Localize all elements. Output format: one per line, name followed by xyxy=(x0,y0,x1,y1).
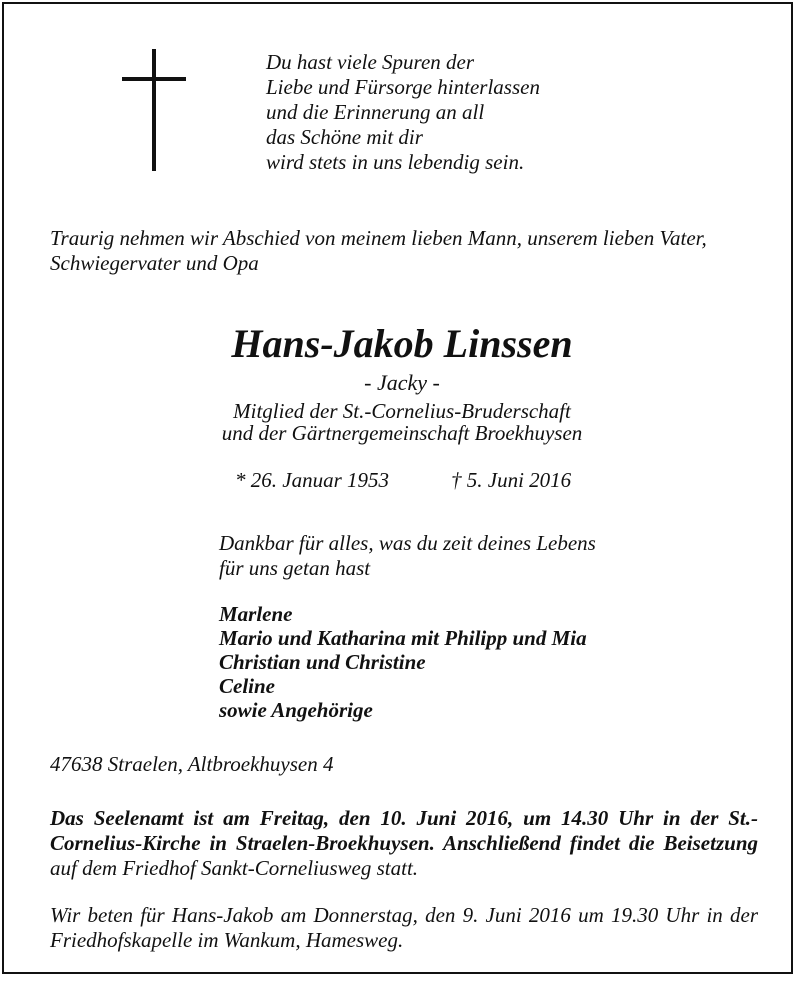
thanks-line: für uns getan hast xyxy=(219,556,371,580)
cross-icon xyxy=(122,49,186,171)
poem-line: Du hast viele Spuren der xyxy=(266,50,475,74)
birth-date: * 26. Januar 1953 xyxy=(235,468,389,492)
family-member: Marlene xyxy=(219,602,293,626)
family-member: Christian und Christine xyxy=(219,650,426,674)
poem xyxy=(266,50,540,175)
prayer-notice: Wir beten für Hans-Jakob am Donnerstag, den 9. Juni 2016 um 19.30 Uhr in der Friedhofskapelle im Wankum, Hamesweg. xyxy=(50,903,758,952)
membership xyxy=(4,400,800,444)
intro-line: Traurig nehmen wir Abschied von meinem lieben Mann, unserem lieben Vater, xyxy=(50,226,707,250)
service-notice-rest: auf dem Friedhof Sankt-Corneliusweg statt. xyxy=(50,856,419,880)
membership-line: Mitglied der St.-Cornelius-Bruderschaft xyxy=(233,399,571,423)
death-date: † 5. Juni 2016 xyxy=(451,468,572,492)
family-member: sowie Angehörige xyxy=(219,698,373,722)
intro-line: Schwiegervater und Opa xyxy=(50,251,259,275)
poem-line: das Schöne mit dir xyxy=(266,125,423,149)
poem-line: Liebe und Fürsorge hinterlassen xyxy=(266,75,540,99)
service-notice-bold: Das Seelenamt ist am Freitag, den 10. Juni 2016, um 14.30 Uhr in der St.-Cornelius-Kirche in Straelen-Broekhuysen. Anschließend findet die Beisetzung xyxy=(50,806,758,855)
family-member: Celine xyxy=(219,674,275,698)
membership-line: und der Gärtnergemeinschaft Broekhuysen xyxy=(221,421,583,445)
intro-text xyxy=(50,226,707,276)
family-list xyxy=(219,602,587,722)
obituary-frame xyxy=(2,2,793,974)
poem-line: und die Erinnerung an all xyxy=(266,100,485,124)
thanks-text xyxy=(219,531,596,581)
thanks-line: Dankbar für alles, was du zeit deines Lebens xyxy=(219,531,596,555)
family-member: Mario und Katharina mit Philipp und Mia xyxy=(219,626,587,650)
deceased-nickname: - Jacky - xyxy=(364,370,440,395)
address: 47638 Straelen, Altbroekhuysen 4 xyxy=(50,752,334,776)
service-notice xyxy=(50,806,758,881)
deceased-name: Hans-Jakob Linssen xyxy=(231,321,573,366)
poem-line: wird stets in uns lebendig sein. xyxy=(266,150,525,174)
